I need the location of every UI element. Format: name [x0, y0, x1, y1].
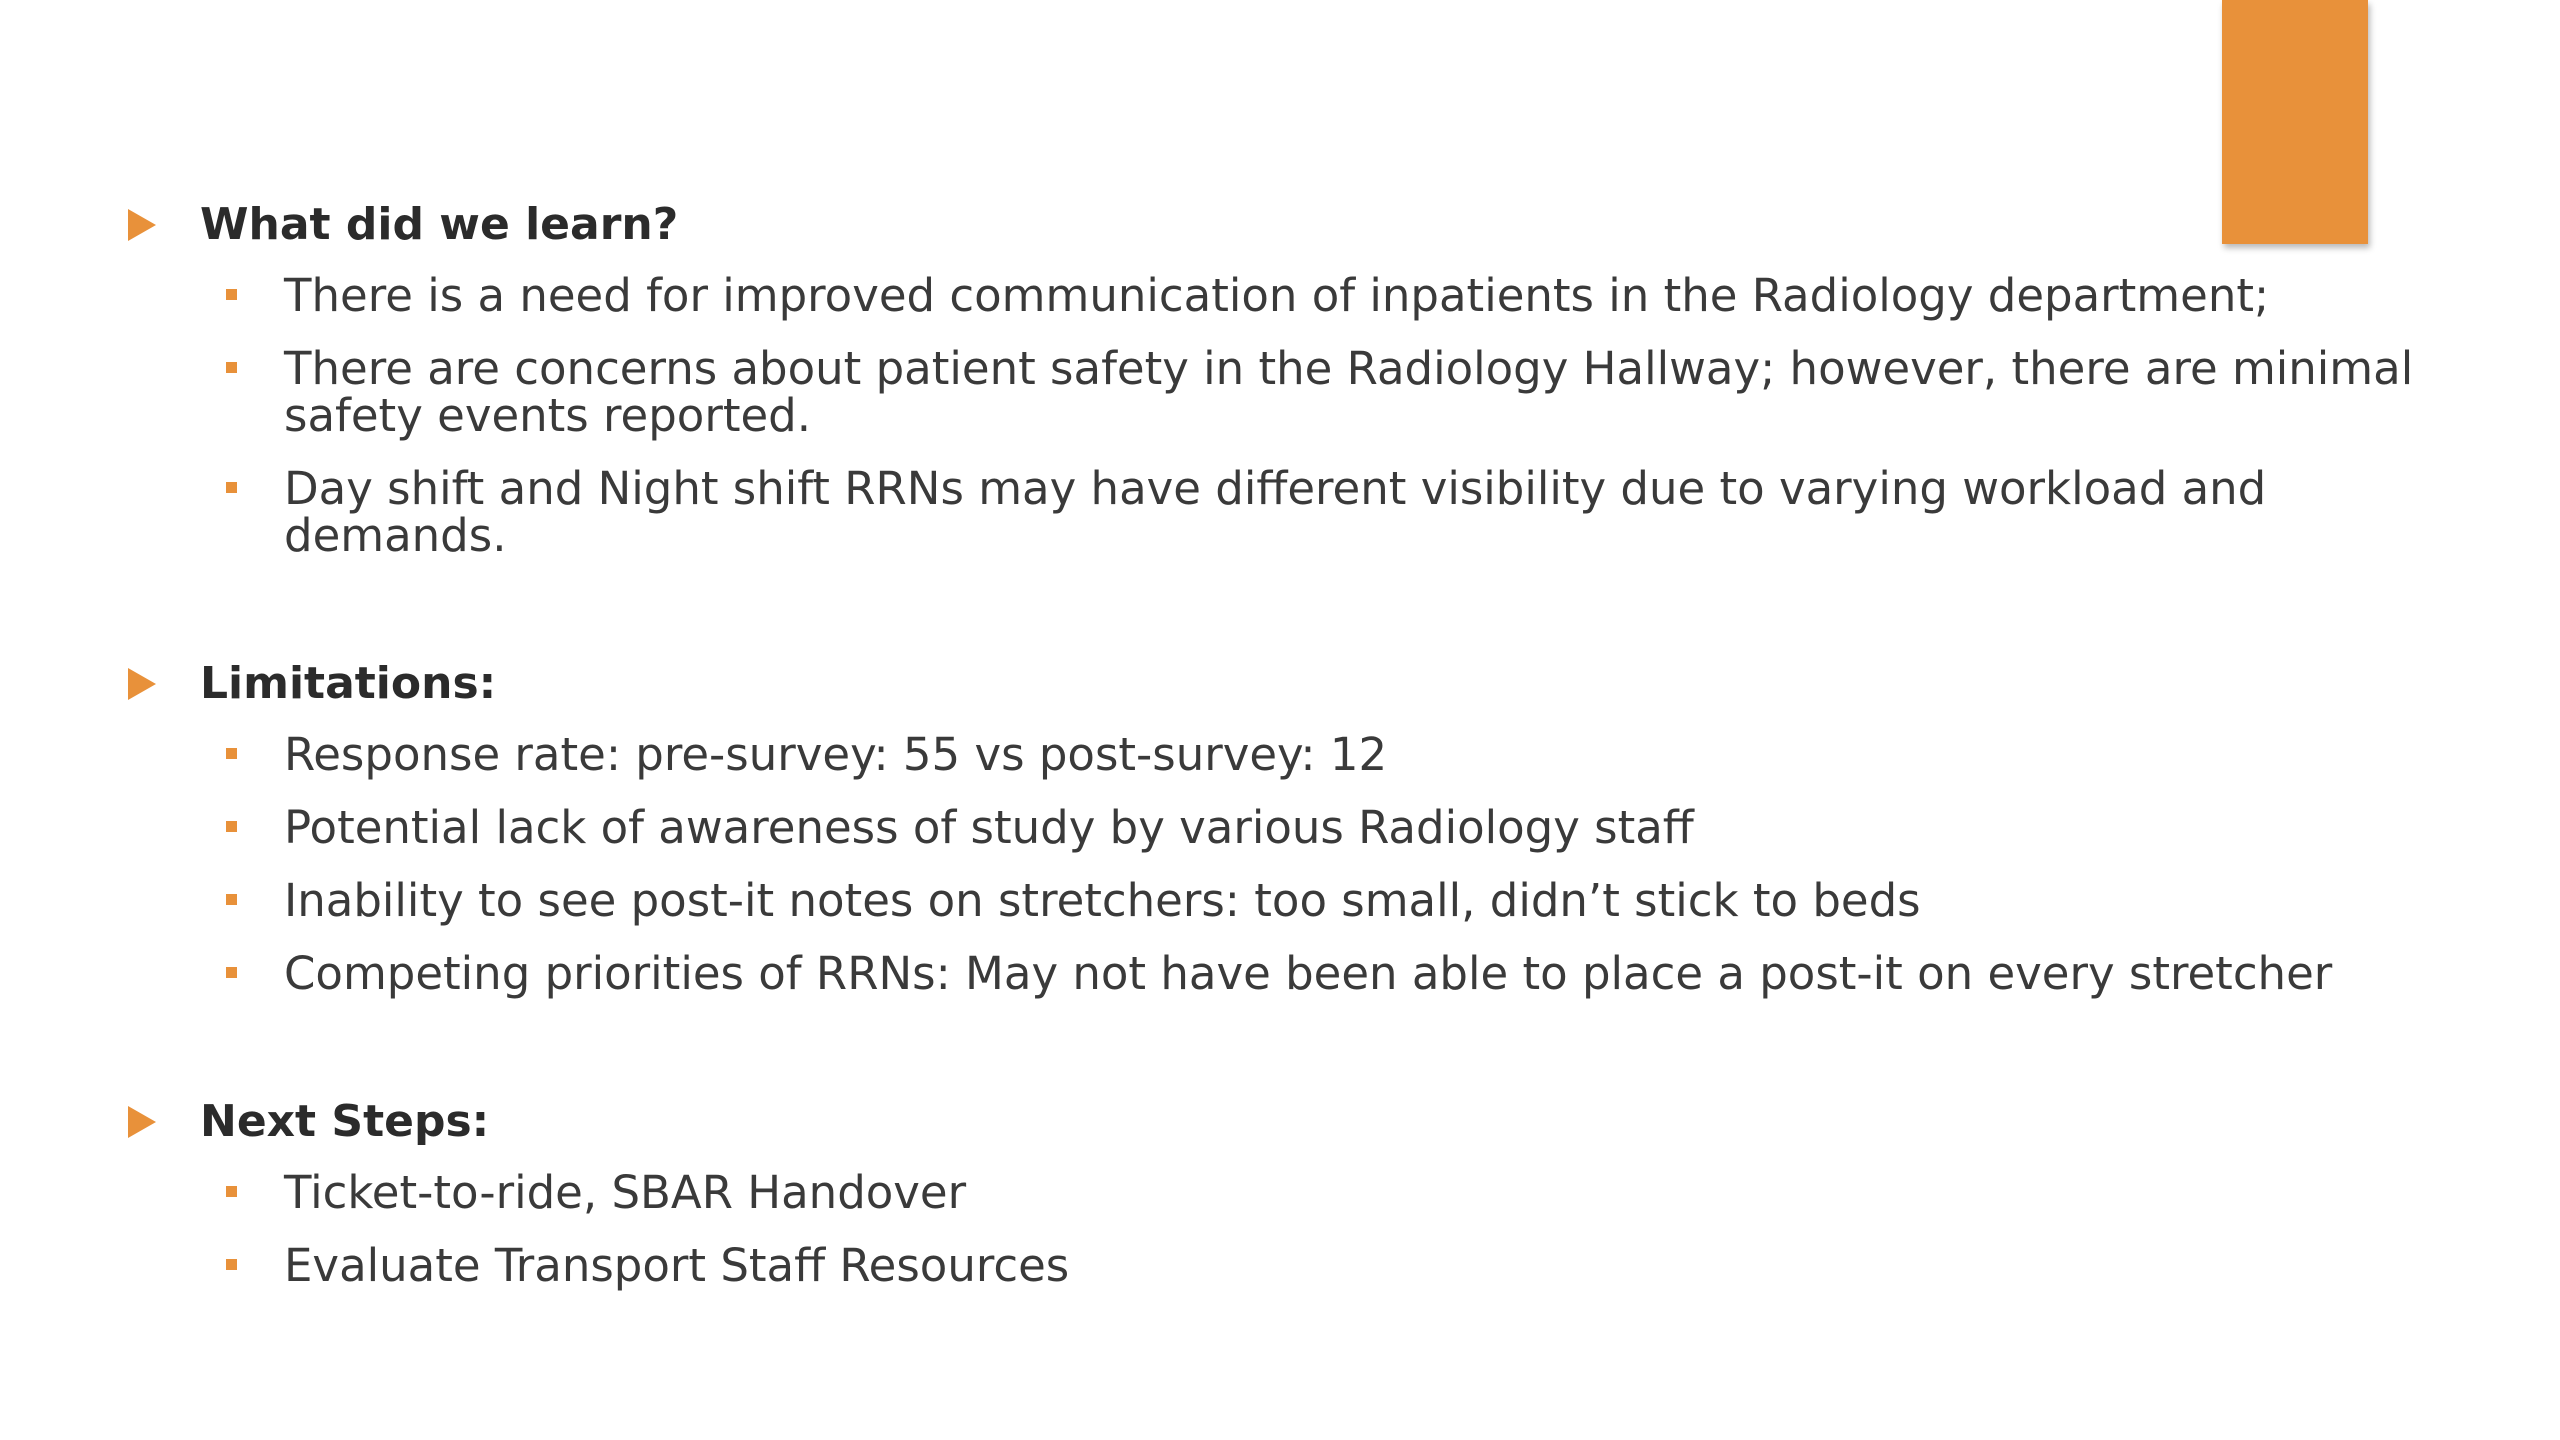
- triangle-right-icon: [128, 1106, 156, 1138]
- square-bullet-icon: [226, 1186, 237, 1197]
- section-heading: What did we learn?: [200, 199, 679, 250]
- bullet-item: [128, 801, 2454, 854]
- bullet-item: [128, 874, 2454, 927]
- bullet-text: There is a need for improved communication of inpatients in the Radiology department;: [284, 269, 2270, 322]
- square-bullet-icon: [226, 362, 237, 373]
- triangle-right-icon: [128, 209, 156, 241]
- bullet-item: [128, 342, 2454, 442]
- bullet-text: Ticket-to-ride, SBAR Handover: [284, 1166, 967, 1219]
- square-bullet-icon: [226, 748, 237, 759]
- section-heading-row: [128, 649, 2458, 719]
- square-bullet-icon: [226, 482, 237, 493]
- bullet-text: Evaluate Transport Staff Resources: [284, 1239, 1070, 1292]
- bullet-text: There are concerns about patient safety in the Radiology Hallway; however, there are minimal safety events reported.: [284, 342, 2414, 442]
- bullet-item: [128, 947, 2454, 1000]
- square-bullet-icon: [226, 289, 237, 300]
- bullet-item: [128, 1166, 2454, 1219]
- section-what-did-we-learn: [128, 190, 2458, 562]
- section-heading-row: [128, 190, 2458, 260]
- bullet-item: [128, 728, 2454, 781]
- bullet-text: Response rate: pre-survey: 55 vs post-survey: 12: [284, 728, 1388, 781]
- bullet-list: [128, 269, 2458, 562]
- square-bullet-icon: [226, 967, 237, 978]
- bullet-list: [128, 1166, 2458, 1292]
- bullet-text: Competing priorities of RRNs: May not have been able to place a post-it on every stretcher: [284, 947, 2333, 1000]
- triangle-right-icon: [128, 668, 156, 700]
- section-heading: Next Steps:: [200, 1096, 490, 1147]
- slide-content: [128, 190, 2458, 1292]
- square-bullet-icon: [226, 894, 237, 905]
- bullet-text: Inability to see post-it notes on stretchers: too small, didn’t stick to beds: [284, 874, 1921, 927]
- bullet-text: Potential lack of awareness of study by various Radiology staff: [284, 801, 1694, 854]
- bullet-item: [128, 1239, 2454, 1292]
- section-heading: Limitations:: [200, 658, 497, 709]
- section-next-steps: [128, 1087, 2458, 1292]
- bullet-item: [128, 269, 2454, 322]
- bullet-item: [128, 462, 2454, 562]
- square-bullet-icon: [226, 1259, 237, 1270]
- bullet-list: [128, 728, 2458, 1000]
- bullet-text: Day shift and Night shift RRNs may have different visibility due to varying workload and demands.: [284, 462, 2267, 562]
- section-limitations: [128, 649, 2458, 1000]
- square-bullet-icon: [226, 821, 237, 832]
- section-heading-row: [128, 1087, 2458, 1157]
